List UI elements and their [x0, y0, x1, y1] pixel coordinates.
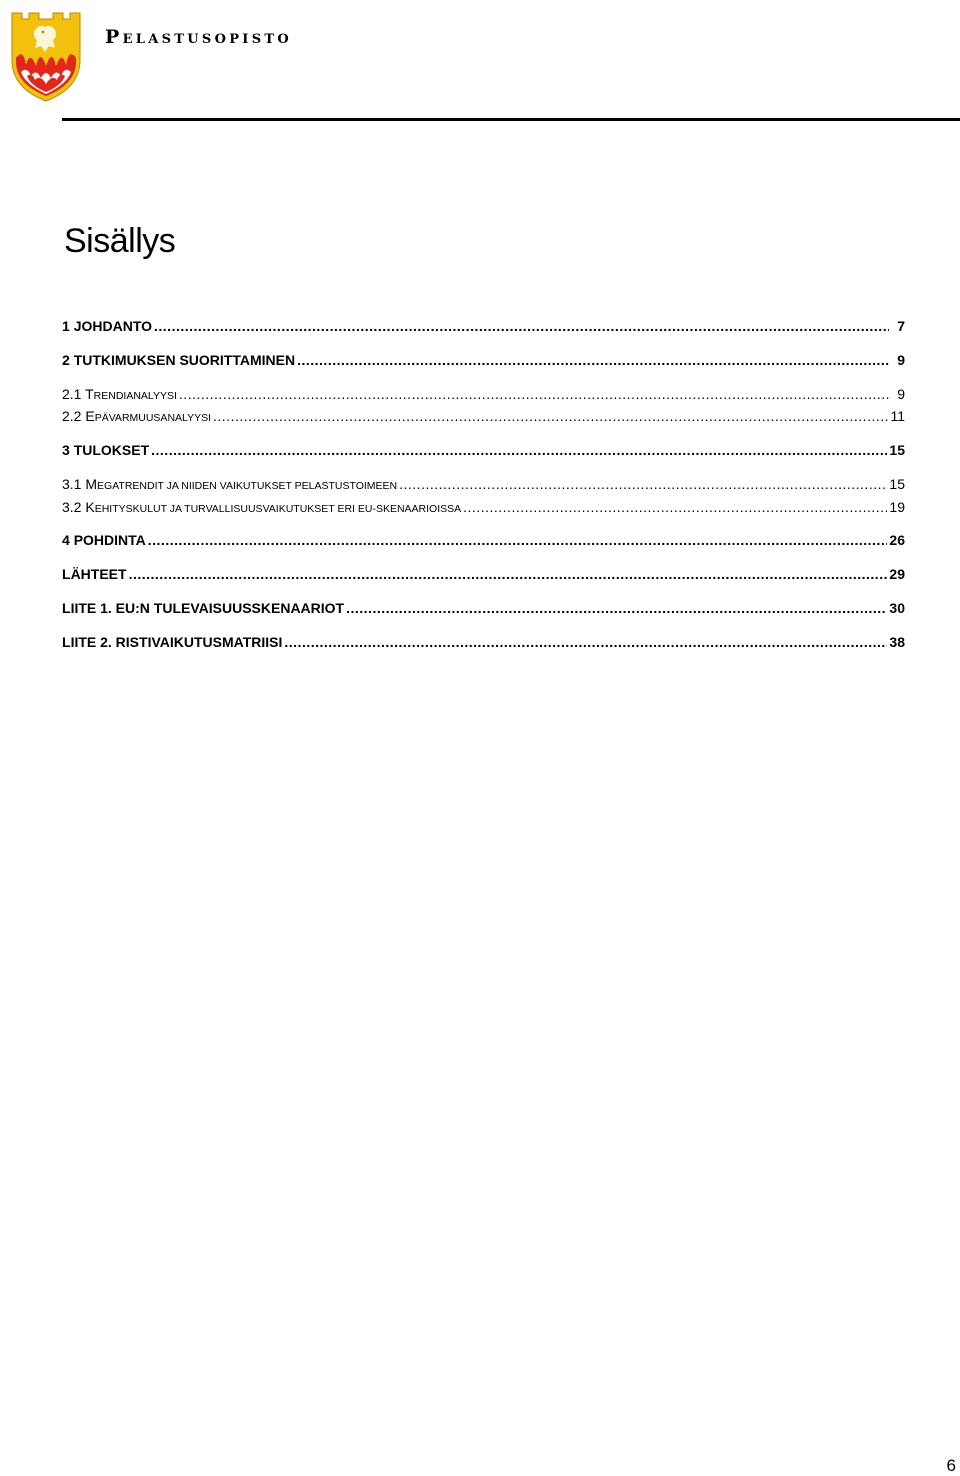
- toc-entry[interactable]: [62, 408, 905, 424]
- toc-entry-label: 3.1 MEGATRENDIT JA NIIDEN VAIKUTUKSET PELASTUSTOIMEEN: [62, 476, 398, 492]
- coat-of-arms-logo: [9, 10, 83, 104]
- shield-icon: [9, 10, 83, 104]
- toc-entry-label: LIITE 2. RISTIVAIKUTUSMATRIISI: [62, 634, 283, 650]
- toc-dot-leader: [463, 499, 887, 515]
- toc-entry-label: 4 POHDINTA: [62, 532, 146, 548]
- toc-dot-leader: [213, 408, 888, 424]
- toc-entry[interactable]: [62, 352, 905, 368]
- toc-entry-label: 2.2 EPÄVARMUUSANALYYSI: [62, 408, 212, 424]
- toc-dot-leader: [179, 386, 889, 402]
- toc-entry[interactable]: [62, 634, 905, 650]
- toc-page-number: 15: [889, 442, 905, 458]
- toc-page-number: 11: [890, 408, 905, 424]
- toc-entry-label: LÄHTEET: [62, 566, 127, 582]
- toc-page-number: 19: [889, 499, 905, 515]
- toc-dot-leader: [399, 476, 887, 492]
- toc-entry[interactable]: [62, 442, 905, 458]
- toc-dot-leader: [346, 600, 887, 616]
- toc-dot-leader: [129, 566, 888, 582]
- toc-entry[interactable]: [62, 566, 905, 582]
- toc-entry-label: 3.2 KEHITYSKULUT JA TURVALLISUUSVAIKUTUKSET ERI EU-SKENAARIOISSA: [62, 499, 462, 515]
- toc-page-number: 9: [897, 386, 905, 402]
- toc-dot-leader: [154, 318, 889, 334]
- toc-entry[interactable]: [62, 499, 905, 515]
- toc-entry[interactable]: [62, 318, 905, 334]
- organization-name: Pelastusopisto: [105, 26, 292, 48]
- toc-page-number: 7: [897, 318, 905, 334]
- toc-entry-label: LIITE 1. EU:N TULEVAISUUSSKENAARIOT: [62, 600, 345, 616]
- toc-dot-leader: [284, 634, 887, 650]
- toc-entry[interactable]: [62, 600, 905, 616]
- toc-dot-leader: [297, 352, 889, 368]
- toc-page-number: 9: [897, 352, 905, 368]
- toc-page-number: 38: [889, 634, 905, 650]
- page-title: Sisällys: [64, 222, 176, 260]
- toc-page-number: 26: [889, 532, 905, 548]
- toc-dot-leader: [151, 442, 887, 458]
- toc-entry-label: 1 JOHDANTO: [62, 318, 153, 334]
- toc-entry-label: 2.1 TRENDIANALYYSI: [62, 386, 177, 402]
- toc-entry[interactable]: [62, 532, 905, 548]
- toc-entry[interactable]: [62, 386, 905, 402]
- toc-entry-label: 3 TULOKSET: [62, 442, 150, 458]
- toc-page-number: 29: [889, 566, 905, 582]
- toc-dot-leader: [148, 532, 888, 548]
- toc-page-number: 30: [889, 600, 905, 616]
- toc-page-number: 15: [889, 476, 905, 492]
- toc-entry-label: 2 TUTKIMUKSEN SUORITTAMINEN: [62, 352, 296, 368]
- page-number: 6: [946, 1456, 956, 1475]
- header-divider: [62, 118, 960, 121]
- toc-entry[interactable]: [62, 476, 905, 492]
